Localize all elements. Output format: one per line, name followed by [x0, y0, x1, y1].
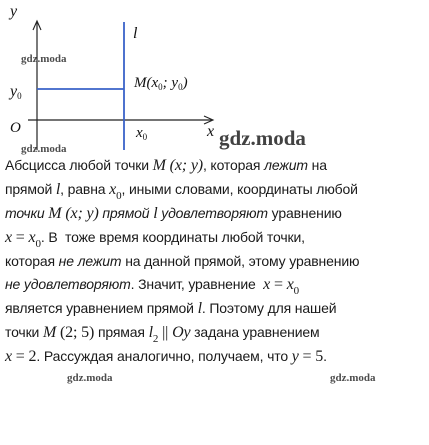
text-line: прямой l, равна $x_0$, иными словами, координаты любой [5, 180, 358, 202]
text-line: которая не лежит на данной прямой, этому уравнению [5, 252, 360, 269]
point-m-label: $M(x_0$; $y_0$) [134, 75, 188, 92]
watermark: gdz.moda [219, 126, 306, 150]
line-l-label: l [133, 25, 138, 42]
x0-label: $x_0$ [136, 125, 148, 142]
text-line: точки M (x; y) прямой l удовлетворяют уравнению [5, 204, 342, 222]
origin-label: O [10, 120, 21, 136]
text-line: является уравнением прямой l. Поэтому для нашей [5, 300, 337, 318]
y0-label: $y_0$ [10, 83, 22, 101]
figure-drawing [0, 0, 429, 155]
text-line: $x = x_0$. В тоже время координаты любой точки, [5, 228, 305, 250]
explanation-text [5, 154, 425, 369]
text-line: точки M (2; 5) прямая $l_2$ || Oy задана уравнением [5, 324, 320, 346]
text-line: Абсцисса любой точки M (x; y), которая лежит на [5, 157, 327, 174]
text-line: x = 2. Рассуждая аналогично, получаем, что y = 5. [5, 348, 327, 366]
text-line: не удовлетворяют. Значит, уравнение $x = x_0$ [5, 276, 300, 298]
x-axis-label: x [207, 123, 215, 140]
watermark: gdz.moda [21, 53, 67, 65]
watermark: gdz.moda [330, 372, 376, 384]
watermark: gdz.moda [21, 143, 67, 155]
coordinate-figure [0, 0, 429, 155]
y-axis-label: y [10, 3, 18, 20]
watermark: gdz.moda [67, 372, 113, 384]
